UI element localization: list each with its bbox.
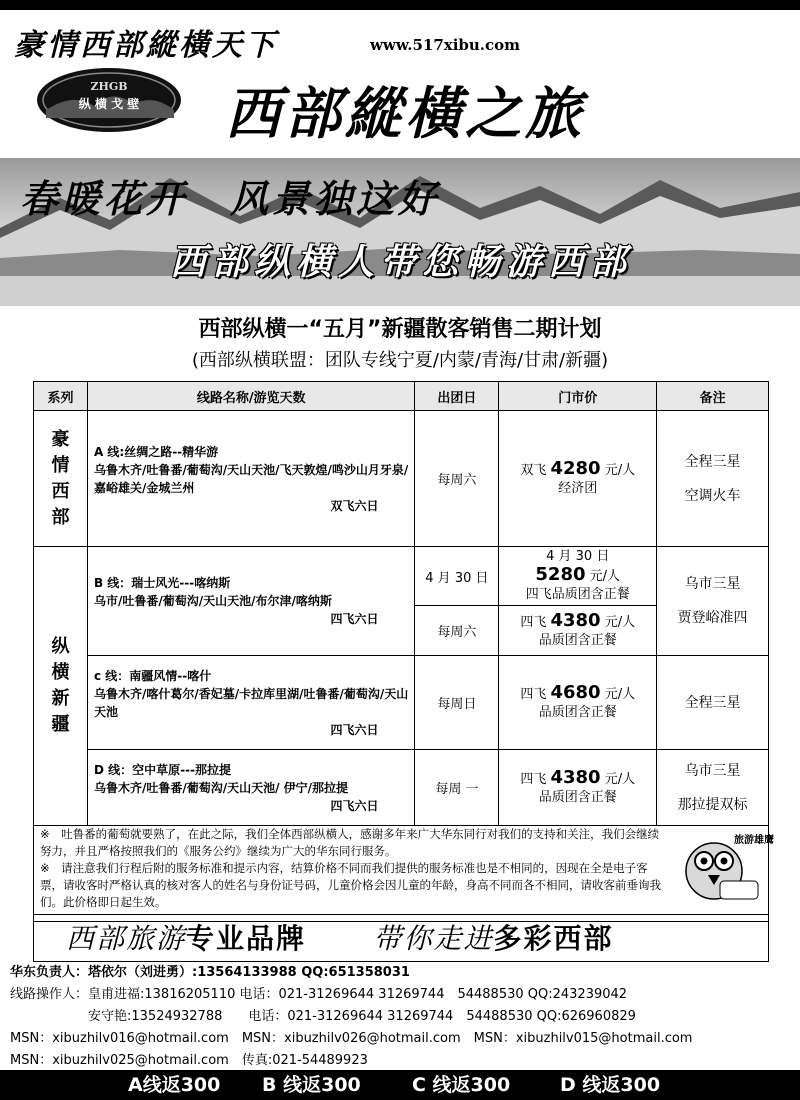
route-detail: 乌鲁木齐/吐鲁番/葡萄沟/天山天池/飞天敦煌/鸣沙山月牙泉/嘉峪雄关/金城兰州 <box>93 462 409 495</box>
route-title: D 线：空中草原---那拉提 <box>93 762 232 777</box>
price-value: 4380 <box>550 766 601 788</box>
departure-day: 每周日 <box>415 656 499 750</box>
price-cell <box>499 656 657 750</box>
slogan-part: 带你走进 <box>373 922 494 955</box>
route-duration: 四飞六日 <box>330 798 379 813</box>
series-label: 豪情西部 <box>51 428 70 528</box>
header-price: 门市价 <box>499 382 657 411</box>
logo-emblem <box>34 66 184 134</box>
footnote: ※ 吐鲁番的葡萄就要熟了，在此之际，我们全体西部纵横人，感谢多年来广大华东同行对我们的支持和关注，我们会继续努力，并且严格按照我们的《服务公约》继续为广大的华东同行服务。 <box>40 827 660 858</box>
rebate-bar <box>0 1070 800 1100</box>
price-note: 四飞品质团含正餐 <box>525 587 630 602</box>
slogan-part: 西部旅游 <box>66 922 187 955</box>
note-cell <box>657 411 769 547</box>
price-note: 经济团 <box>558 480 598 496</box>
price-value: 4380 <box>550 609 601 631</box>
note-line: 贾登峪准四 <box>677 610 748 626</box>
route-detail: 乌市/吐鲁番/葡萄沟/天山天池/布尔津/喀纳斯 <box>93 594 332 608</box>
table-row <box>34 750 769 826</box>
note-line: 全程三星 <box>684 453 741 470</box>
note-line: 那拉提双标 <box>677 796 748 813</box>
price-date: 4 月 30 日 <box>546 549 610 564</box>
plan-title: 西部纵横一“五月”新疆散客销售二期计划 <box>198 317 602 342</box>
rebate-item: B 线返300 <box>262 1074 361 1096</box>
price-cell <box>499 750 657 826</box>
table-header-row <box>34 382 769 411</box>
route-detail: 乌鲁木齐/喀什葛尔/香妃墓/卡拉库里湖/吐鲁番/葡萄沟/天山天池 <box>93 686 409 719</box>
price-unit: 元/人 <box>589 569 621 584</box>
departure-day: 每周六 <box>415 411 499 547</box>
note-line: 空调火车 <box>684 487 741 504</box>
price-prefix: 双飞 <box>520 462 547 478</box>
logo-subtext: 纵 横 戈 壁 <box>78 97 140 111</box>
footnotes-box <box>33 824 769 922</box>
price-prefix: 四飞 <box>520 686 547 702</box>
series-label: 纵横新疆 <box>51 636 70 735</box>
table-row <box>34 656 769 750</box>
price-unit: 元/人 <box>604 462 636 478</box>
price-cell <box>499 411 657 547</box>
price-cell <box>499 606 657 656</box>
rebate-item: C 线返300 <box>412 1074 511 1096</box>
departure-day: 4 月 30 日 <box>415 547 499 606</box>
route-cell <box>87 411 415 547</box>
route-title: A 线:丝绸之路--精华游 <box>93 444 219 459</box>
contact-line: 安守艳:13524932788 电话：021-31269644 31269744 54488530 QQ:626960829 <box>10 1009 636 1024</box>
price-value: 5280 <box>535 564 586 585</box>
route-duration: 四飞六日 <box>330 612 379 626</box>
note-cell <box>657 750 769 826</box>
slogan-part: 专业品牌 <box>186 922 307 955</box>
mascot-label: 旅游雄鹰 <box>734 835 774 846</box>
contact-line: MSN：xibuzhilv025@hotmail.com 传真:021-54489923 <box>10 1053 368 1068</box>
price-cell <box>499 547 657 606</box>
note-line: 全程三星 <box>684 694 741 711</box>
header-series: 系列 <box>34 382 88 411</box>
note-line: 乌市三星 <box>684 762 741 779</box>
rebate-item: D 线返300 <box>560 1074 661 1096</box>
price-prefix: 四飞 <box>520 771 547 787</box>
price-unit: 元/人 <box>604 614 636 630</box>
website-url[interactable]: www.517xibu.com <box>370 36 521 54</box>
price-value: 4280 <box>550 457 601 479</box>
price-unit: 元/人 <box>604 771 636 787</box>
contact-line: MSN：xibuzhilv016@hotmail.com MSN：xibuzhilv026@hotmail.com MSN：xibuzhilv015@hotmail.com <box>10 1031 693 1046</box>
contact-info <box>10 962 800 1072</box>
route-detail: 乌鲁木齐/吐鲁番/葡萄沟/天山天池/ 伊宁/那拉提 <box>93 780 349 795</box>
table-row <box>34 411 769 547</box>
route-duration: 四飞六日 <box>330 722 379 737</box>
price-unit: 元/人 <box>604 686 636 702</box>
rebate-item: A线返300 <box>128 1074 221 1096</box>
header-departure: 出团日 <box>415 382 499 411</box>
brand-title: 西部縱橫之旅 <box>225 81 585 147</box>
price-prefix: 四飞 <box>520 614 547 630</box>
top-bar <box>0 0 800 10</box>
contact-line: 线路操作人：皇甫进福:13816205110 电话：021-31269644 31269744 54488530 QQ:243239042 <box>10 987 628 1002</box>
price-note: 品质团含正餐 <box>538 632 617 648</box>
series-cell <box>34 547 88 826</box>
departure-day: 每周 一 <box>415 750 499 826</box>
series-cell <box>34 411 88 547</box>
price-value: 4680 <box>550 681 601 703</box>
header-slogan: 豪情西部縱橫天下 <box>14 28 278 63</box>
note-cell <box>657 547 769 656</box>
route-cell <box>87 750 415 826</box>
header-route: 线路名称/游览天数 <box>87 382 415 411</box>
banner-line-2: 西部纵横人带您畅游西部 <box>170 241 633 283</box>
note-cell <box>657 656 769 750</box>
route-title: B 线：瑞士风光---喀纳斯 <box>93 576 231 590</box>
brand-slogan-bar <box>33 914 769 962</box>
note-line: 乌市三星 <box>684 576 741 592</box>
route-duration: 双飞六日 <box>330 498 379 513</box>
routes-table <box>33 381 769 826</box>
header-note: 备注 <box>657 382 769 411</box>
route-title: c 线：南疆风情--喀什 <box>93 668 212 683</box>
table-row <box>34 547 769 606</box>
route-cell <box>87 547 415 656</box>
eagle-mascot-icon <box>680 825 774 903</box>
price-note: 品质团含正餐 <box>538 789 617 805</box>
departure-day: 每周六 <box>415 606 499 656</box>
contact-line: 华东负责人：塔依尔（刘进勇）:13564133988 QQ:651358031 <box>10 965 410 980</box>
footnote: ※ 请注意我们行程后附的服务标准和提示内容，结算价格不同而我们提供的服务标准也是不相同的，因现在全是电子客票，请收客时严格认真的核对客人的姓名与身份证号码，儿童价格会因儿童的年龄，身高不同而各不相同，请收客前垂询我们。此价格即日起生效。 <box>40 861 661 909</box>
route-cell <box>87 656 415 750</box>
price-note: 品质团含正餐 <box>538 704 617 720</box>
plan-subtitle: (西部纵横联盟：团队专线宁夏/内蒙/青海/甘肃/新疆) <box>191 350 609 371</box>
slogan-part: 多彩西部 <box>493 922 614 955</box>
logo-text: ZHGB <box>90 80 128 93</box>
banner-line-1: 春暖花开 风景独这好 <box>20 176 441 221</box>
